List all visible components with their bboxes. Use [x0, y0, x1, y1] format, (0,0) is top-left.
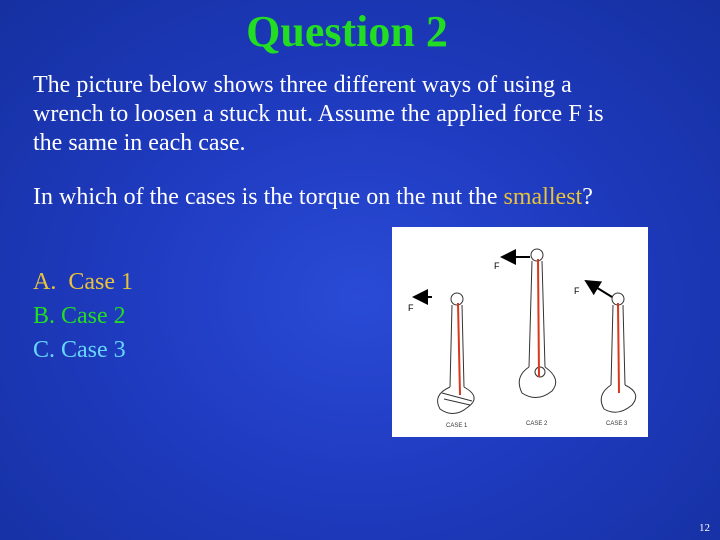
option-c[interactable]: C. Case 3 — [33, 337, 126, 363]
wrench-figure — [392, 227, 648, 437]
case-label-2: CASE 2 — [526, 421, 548, 427]
question-highlight: smallest — [503, 184, 583, 210]
wrench-diagram — [392, 227, 648, 437]
wrench-case-2 — [519, 249, 555, 398]
wrench-case-3 — [601, 293, 635, 412]
page-number: 12 — [699, 522, 710, 534]
force-label-case-3: F — [574, 286, 580, 296]
question-before: In which of the cases is the torque on the nut the — [33, 184, 504, 210]
case-label-1: CASE 1 — [446, 423, 468, 429]
question-text — [33, 183, 613, 212]
intro-text: The picture below shows three different ways of using a wrench to loosen a stuck nut. Assume the applied force F is the same in each case. — [33, 72, 604, 156]
wrench-case-1 — [438, 293, 475, 414]
question-after: ? — [582, 184, 593, 210]
force-label-case-1: F — [408, 303, 414, 313]
option-a[interactable]: A. Case 1 — [33, 269, 133, 295]
slide-title: Question 2 — [246, 7, 448, 56]
force-label-case-2: F — [494, 261, 500, 271]
option-b[interactable]: B. Case 2 — [33, 303, 126, 329]
answer-options — [33, 265, 133, 367]
force-arrow-case-3 — [586, 281, 612, 297]
case-label-3: CASE 3 — [606, 421, 628, 427]
